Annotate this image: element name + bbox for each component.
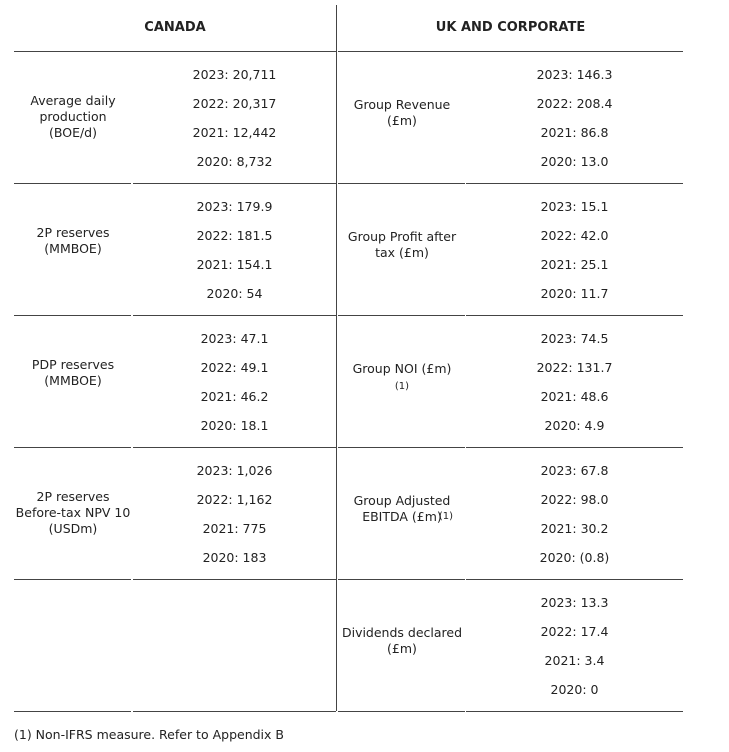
value-uk: 2022: 98.0: [540, 492, 609, 507]
value-uk: 2020: 4.9: [544, 418, 605, 433]
rule-row-right-a: [338, 315, 465, 316]
rule-header-right: [338, 51, 683, 52]
rule-row-left-b: [133, 447, 336, 448]
rule-row-left-a: [14, 711, 131, 712]
value-canada: 2023: 47.1: [200, 331, 269, 346]
value-uk: 2023: 146.3: [536, 67, 613, 82]
value-canada: 2023: 20,711: [192, 67, 277, 82]
value-uk: 2023: 13.3: [540, 595, 609, 610]
rule-row-right-a: [338, 183, 465, 184]
row-label-canada: Average daily production (BOE/d): [30, 93, 116, 140]
row-label-uk: Group Adjusted EBITDA (£m): [353, 493, 451, 524]
value-uk: 2023: 67.8: [540, 463, 609, 478]
row-label-uk: Group Profit after tax (£m): [347, 229, 457, 260]
rule-row-left-a: [14, 579, 131, 580]
row-label-uk: Dividends declared (£m): [341, 625, 463, 656]
value-uk: 2020: 0: [550, 682, 599, 697]
value-uk: 2020: 13.0: [540, 154, 609, 169]
rule-row-left-b: [133, 183, 336, 184]
divider-vertical-header: [336, 5, 337, 51]
value-uk: 2023: 15.1: [540, 199, 609, 214]
value-uk: 2021: 30.2: [540, 521, 609, 536]
row-label-canada: 2P reserves Before-tax NPV 10 (USDm): [15, 489, 131, 536]
value-canada: 2021: 12,442: [192, 125, 277, 140]
row-label-canada: PDP reserves (MMBOE): [31, 357, 115, 388]
divider-vertical: [336, 315, 337, 447]
value-canada: 2023: 1,026: [196, 463, 273, 478]
row-label-uk: Group Revenue (£m): [353, 97, 451, 128]
value-canada: 2022: 49.1: [200, 360, 269, 375]
rule-row-left-a: [14, 447, 131, 448]
value-canada: 2020: 183: [202, 550, 267, 565]
footnote-marker: (1): [438, 511, 454, 522]
divider-vertical: [336, 579, 337, 711]
value-uk: 2022: 131.7: [536, 360, 613, 375]
value-canada: 2020: 18.1: [200, 418, 269, 433]
header-uk-corporate: UK AND CORPORATE: [435, 20, 586, 35]
rule-row-left-b: [133, 315, 336, 316]
divider-vertical: [336, 51, 337, 183]
rule-row-right-b: [466, 315, 683, 316]
value-canada: 2022: 181.5: [196, 228, 273, 243]
value-uk: 2021: 86.8: [540, 125, 609, 140]
value-uk: 2021: 25.1: [540, 257, 609, 272]
footnote: (1) Non-IFRS measure. Refer to Appendix B: [14, 727, 284, 742]
row-label-uk: Group NOI (£m): [352, 361, 452, 376]
rule-row-right-b: [466, 711, 683, 712]
value-canada: 2021: 154.1: [196, 257, 273, 272]
value-uk: 2020: 11.7: [540, 286, 609, 301]
value-uk: 2023: 74.5: [540, 331, 609, 346]
value-uk: 2020: (0.8): [539, 550, 610, 565]
value-canada: 2022: 1,162: [196, 492, 273, 507]
value-uk: 2022: 42.0: [540, 228, 609, 243]
rule-row-right-a: [338, 447, 465, 448]
value-canada: 2023: 179.9: [196, 199, 273, 214]
rule-row-right-a: [338, 579, 465, 580]
rule-row-right-b: [466, 579, 683, 580]
value-canada: 2020: 8,732: [196, 154, 273, 169]
divider-vertical: [336, 183, 337, 315]
rule-row-left-a: [14, 315, 131, 316]
value-canada: 2021: 46.2: [200, 389, 269, 404]
divider-vertical: [336, 447, 337, 579]
value-uk: 2021: 48.6: [540, 389, 609, 404]
rule-row-left-a: [14, 183, 131, 184]
value-canada: 2021: 775: [202, 521, 267, 536]
header-canada: CANADA: [144, 20, 206, 35]
rule-row-right-b: [466, 183, 683, 184]
value-uk: 2022: 208.4: [536, 96, 613, 111]
rule-row-right-b: [466, 447, 683, 448]
rule-row-left-b: [133, 711, 336, 712]
row-label-canada: 2P reserves (MMBOE): [36, 225, 110, 256]
value-uk: 2022: 17.4: [540, 624, 609, 639]
value-canada: 2022: 20,317: [192, 96, 277, 111]
footnote-marker: (1): [394, 381, 410, 392]
rule-row-left-b: [133, 579, 336, 580]
rule-row-right-a: [338, 711, 465, 712]
value-canada: 2020: 54: [206, 286, 263, 301]
value-uk: 2021: 3.4: [544, 653, 605, 668]
rule-header-left: [14, 51, 336, 52]
